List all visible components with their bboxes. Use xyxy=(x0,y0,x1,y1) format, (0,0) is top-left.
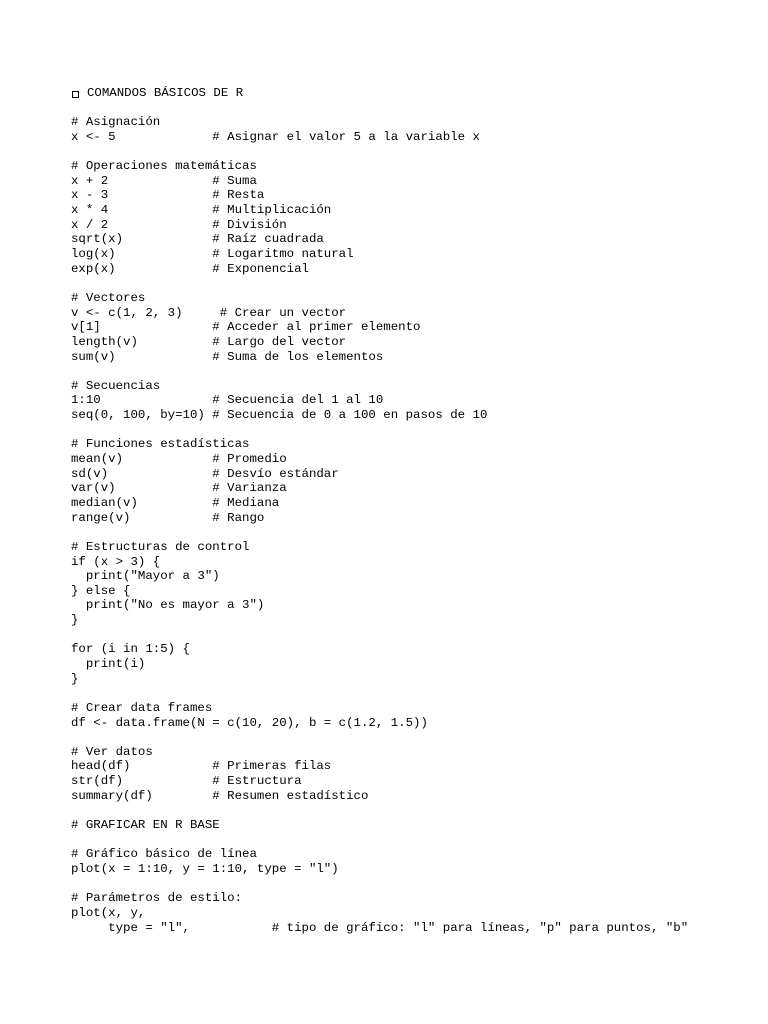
code-line: x <- 5 # Asignar el valor 5 a la variable x xyxy=(71,129,480,144)
blank-line xyxy=(71,525,751,540)
code-line: if (x > 3) { xyxy=(71,554,161,569)
comment-line: # Funciones estadísticas xyxy=(71,437,250,452)
comment-line: # Secuencias xyxy=(71,378,161,393)
blank-line xyxy=(71,364,751,379)
code-line: summary(df) # Resumen estadístico xyxy=(71,788,369,803)
blank-line xyxy=(71,803,751,818)
comment-line: # Asignación xyxy=(71,115,161,130)
blank-line xyxy=(71,833,751,848)
code-line: print(i) xyxy=(71,656,146,671)
comment-line: # Estructuras de control xyxy=(71,539,250,554)
code-line: sqrt(x) # Raíz cuadrada xyxy=(71,232,324,247)
code-line: exp(x) # Exponencial xyxy=(71,261,309,276)
document-title-row xyxy=(71,86,751,101)
code-listing xyxy=(71,101,751,936)
square-bullet-icon xyxy=(72,91,79,98)
document-page xyxy=(71,86,751,935)
code-line: length(v) # Largo del vector xyxy=(71,334,347,349)
code-line: plot(x, y, xyxy=(71,905,146,920)
comment-line: # Vectores xyxy=(71,290,146,305)
code-line: range(v) # Rango xyxy=(71,510,265,525)
code-line: head(df) # Primeras filas xyxy=(71,759,332,774)
code-line: sd(v) # Desvío estándar xyxy=(71,466,339,481)
code-line: x * 4 # Multiplicación xyxy=(71,203,332,218)
comment-line: # Gráfico básico de línea xyxy=(71,847,257,862)
comment-line: # Parámetros de estilo: xyxy=(71,891,243,906)
code-line: df <- data.frame(N = c(10, 20), b = c(1.2, 1.5)) xyxy=(71,715,428,730)
code-line: } else { xyxy=(71,583,131,598)
comment-line: # Crear data frames xyxy=(71,700,213,715)
blank-line xyxy=(71,730,751,745)
code-line: str(df) # Estructura xyxy=(71,774,302,789)
code-line: mean(v) # Promedio xyxy=(71,452,287,467)
blank-line xyxy=(71,877,751,892)
code-line: v[1] # Acceder al primer elemento xyxy=(71,320,421,335)
code-line: x + 2 # Suma xyxy=(71,173,257,188)
code-line: seq(0, 100, by=10) # Secuencia de 0 a 100 en pasos de 10 xyxy=(71,408,488,423)
code-line: 1:10 # Secuencia del 1 al 10 xyxy=(71,393,384,408)
code-line: v <- c(1, 2, 3) # Crear un vector xyxy=(71,305,347,320)
code-line: for (i in 1:5) { xyxy=(71,642,190,657)
comment-line: # Ver datos xyxy=(71,744,153,759)
code-line: median(v) # Mediana xyxy=(71,495,280,510)
document-title: COMANDOS BÁSICOS DE R xyxy=(87,86,244,100)
blank-line xyxy=(71,145,751,160)
code-line: sum(v) # Suma de los elementos xyxy=(71,349,384,364)
code-line: } xyxy=(71,613,79,628)
code-line: var(v) # Varianza xyxy=(71,481,287,496)
blank-line xyxy=(71,628,751,643)
code-line: log(x) # Logaritmo natural xyxy=(71,247,354,262)
code-line: x - 3 # Resta xyxy=(71,188,265,203)
comment-line: # GRAFICAR EN R BASE xyxy=(71,818,220,833)
blank-line xyxy=(71,686,751,701)
code-line: type = "l", # tipo de gráfico: "l" para líneas, "p" para puntos, "b" xyxy=(71,920,689,935)
blank-line xyxy=(71,276,751,291)
code-line: } xyxy=(71,671,79,686)
code-line: print("Mayor a 3") xyxy=(71,569,220,584)
code-line: plot(x = 1:10, y = 1:10, type = "l") xyxy=(71,861,339,876)
comment-line: # Operaciones matemáticas xyxy=(71,159,257,174)
blank-line xyxy=(71,423,751,438)
code-line: x / 2 # División xyxy=(71,217,287,232)
code-line: print("No es mayor a 3") xyxy=(71,598,265,613)
blank-line xyxy=(71,101,751,116)
